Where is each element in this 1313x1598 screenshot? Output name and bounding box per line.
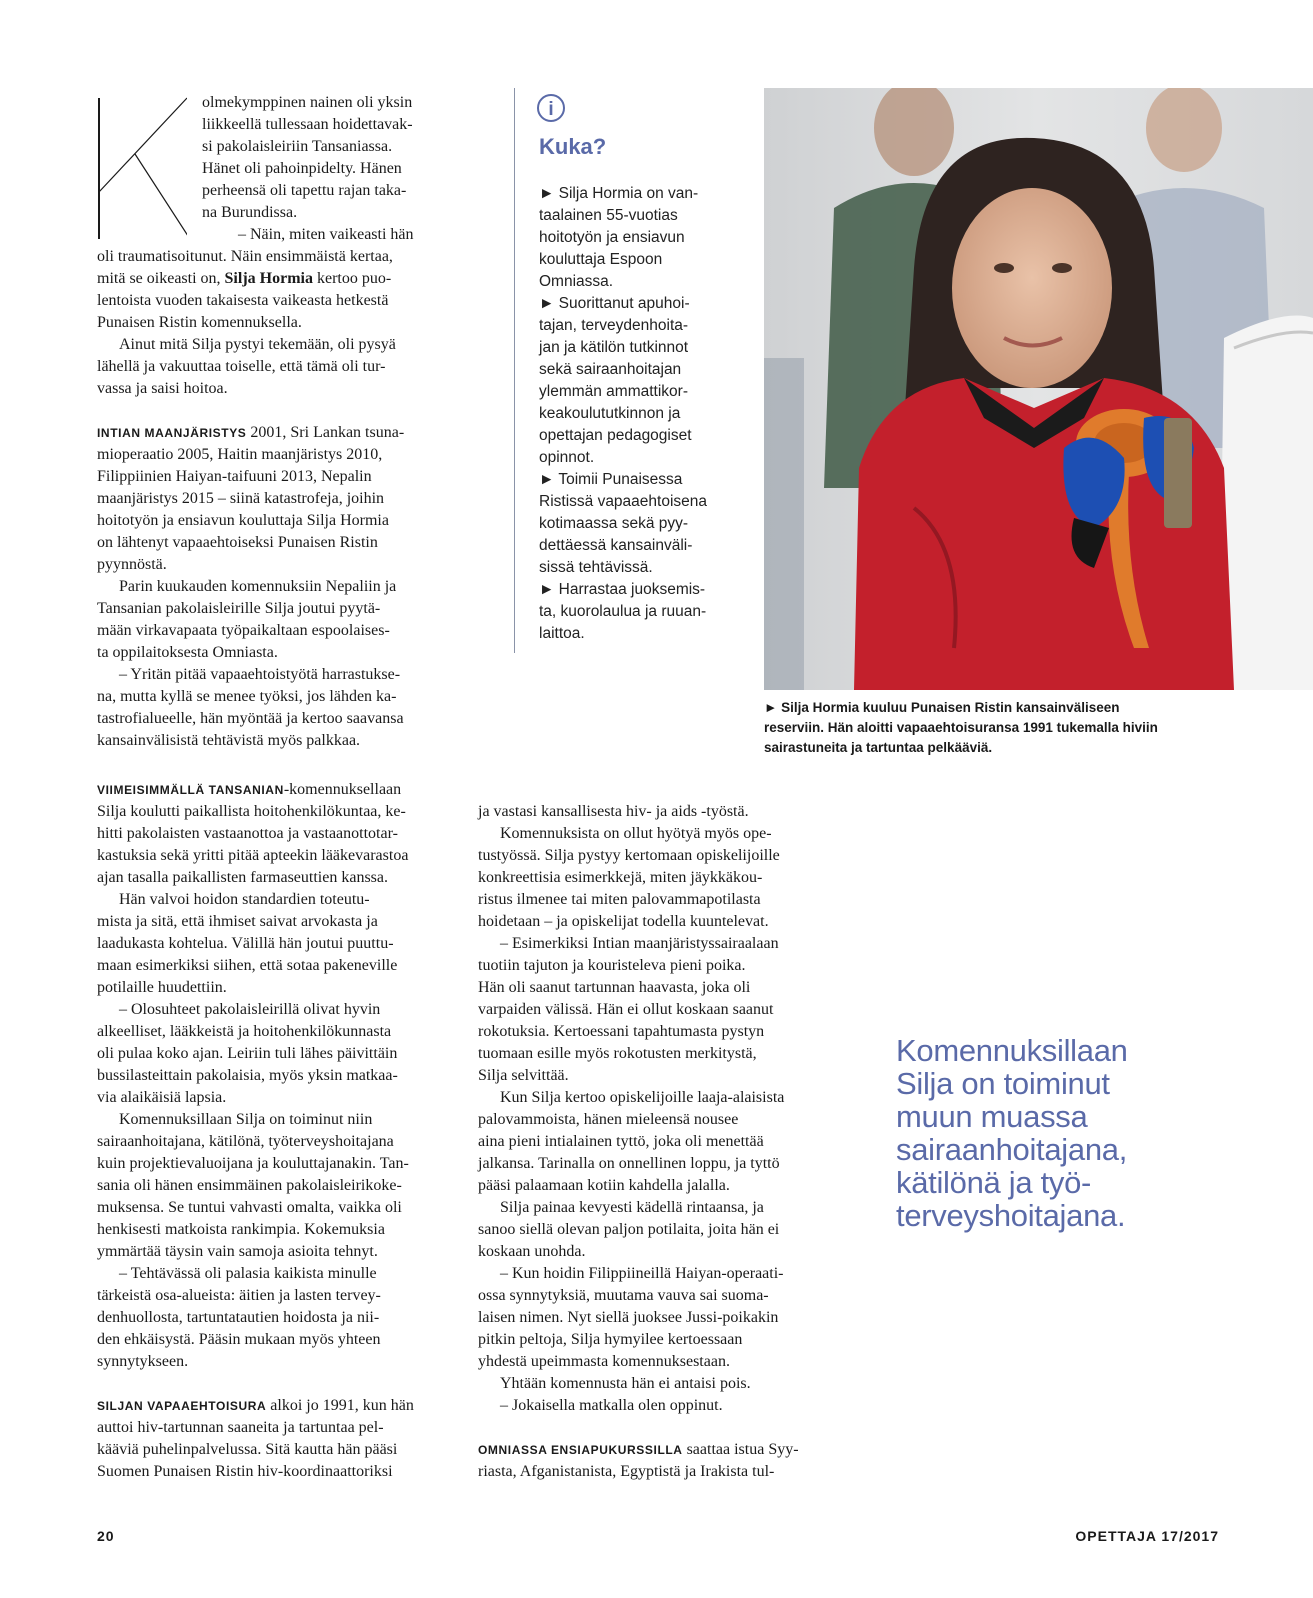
text-line: tärkeistä osa-alueista: äitien ja lasten tervey-	[97, 1287, 381, 1304]
text-line: ta oppilaitoksesta Omniasta.	[97, 644, 278, 661]
text-line: auttoi hiv-tartunnan saaneita ja tartuntaa pel-	[97, 1419, 384, 1436]
info-line: ► Toimii Punaisessa	[539, 471, 683, 488]
text-line: Yhtään komennusta hän ei antaisi pois.	[500, 1375, 751, 1392]
photo-caption	[764, 698, 1224, 758]
text-line: Silja painaa kevyesti kädellä rintaansa, ja	[500, 1199, 764, 1216]
info-line: hoitotyön ja ensiavun	[539, 229, 685, 246]
portrait-illustration	[764, 88, 1313, 690]
text-line: ossa synnytyksiä, muutama vauva sai suoma-	[478, 1287, 769, 1304]
text-line: SILJAN VAPAAEHTOISURA alkoi jo 1991, kun hän	[97, 1397, 414, 1414]
intro-line: liikkeellä tullessaan hoidettavak-	[202, 116, 413, 133]
text-line: – Olosuhteet pakolaisleirillä olivat hyvin	[119, 1001, 381, 1018]
text-line: Filippiinien Haiyan-taifuuni 2013, Nepalin	[97, 468, 372, 485]
info-line: Omniassa.	[539, 273, 614, 290]
info-line: opettajan pedagogiset	[539, 427, 692, 444]
info-line: ta, kuorolaulua ja ruuan-	[539, 603, 707, 620]
info-line: Ristissä vapaaehtoisena	[539, 493, 708, 510]
info-line: ► Silja Hormia on van-	[539, 185, 699, 202]
text-line: mioperaatio 2005, Haitin maanjäristys 2010,	[97, 446, 383, 463]
text-line: pääsi palaamaan kotiin kahdella jalalla.	[478, 1177, 730, 1194]
info-line: kouluttaja Espoon	[539, 251, 663, 268]
text-line: rokotuksia. Kertoessani tapahtumasta pystyn	[478, 1023, 765, 1040]
intro-block	[202, 92, 467, 246]
text-line: Parin kuukauden komennuksiin Nepaliin ja	[119, 578, 397, 595]
text-line: oli traumatisoitunut. Näin ensimmäistä kertaa,	[97, 248, 393, 265]
text-line: riasta, Afganistanista, Egyptistä ja Irakista tul-	[478, 1463, 775, 1480]
text-line: Punaisen Ristin komennuksella.	[97, 314, 302, 331]
info-line: jan ja kätilön tutkinnot	[539, 339, 689, 356]
text-line: palovammoista, hänen mieleensä nousee	[478, 1111, 739, 1128]
text-line: kuin projektievaluoijana ja kouluttajanakin. Tan-	[97, 1155, 409, 1172]
pull-quote-line: terveyshoitajana.	[896, 1198, 1126, 1233]
text-line: sairaanhoitajana, kätilönä, työterveyshoitajana	[97, 1133, 394, 1150]
text-line: bussilasteittain pakolaisia, myös yksin matkaa-	[97, 1067, 398, 1084]
info-line: kotimaassa sekä pyy-	[539, 515, 689, 532]
intro-line: si pakolaisleiriin Tansaniassa.	[202, 138, 393, 155]
text-line: mista ja sitä, että ihmiset saivat arvokasta ja	[97, 913, 378, 930]
text-line: henkisesti matkoista rankimpia. Kokemuksia	[97, 1221, 385, 1238]
info-box-text	[539, 183, 729, 645]
text-line: koskaan unohda.	[478, 1243, 586, 1260]
text-line: jalkansa. Tarinalla on onnellinen loppu, ja tyttö	[478, 1155, 780, 1172]
info-line: tajan, terveydenhoita-	[539, 317, 689, 334]
text-line: – Jokaisella matkalla olen oppinut.	[500, 1397, 723, 1414]
page-number: 20	[97, 1528, 115, 1544]
text-line: kansainvälisistä tehtävistä myös palkkaa.	[97, 732, 361, 749]
section-lead: OMNIASSA ENSIAPUKURSSILLA	[478, 1443, 683, 1457]
text-line: pyynnöstä.	[97, 556, 167, 573]
text-line: Komennuksista on ollut hyötyä myös ope-	[500, 825, 772, 842]
text-line: kääviä puhelinpalvelussa. Sitä kautta hän pääsi	[97, 1441, 398, 1458]
info-line: dettäessä kansainväli-	[539, 537, 693, 554]
text-line: Komennuksillaan Silja on toiminut niin	[119, 1111, 373, 1128]
person-name: Silja Hormia	[224, 270, 313, 287]
text-line: on lähtenyt vapaaehtoiseksi Punaisen Ristin	[97, 534, 378, 551]
text-line: Silja selvittää.	[478, 1067, 569, 1084]
column-1-lower	[97, 779, 477, 1483]
text-line: – Yritän pitää vapaaehtoistyötä harrastukse-	[119, 666, 401, 683]
text-line: potilaille huudettiin.	[97, 979, 227, 996]
text-line: oli pulaa koko ajan. Leiriin tuli lähes päivittäin	[97, 1045, 398, 1062]
text-line: sanoo siellä olevan paljon potilaita, joita hän ei	[478, 1221, 780, 1238]
column-1-upper	[97, 246, 477, 752]
text-line: Tansanian pakolaisleirille Silja joutui pyytä-	[97, 600, 381, 617]
text-line: tastrofialueelle, hän myöntää ja kertoo saavansa	[97, 710, 404, 727]
section-lead: SILJAN VAPAAEHTOISURA	[97, 1399, 267, 1413]
text-line: tustyössä. Silja pystyy kertomaan opiskelijoille	[478, 847, 780, 864]
text-line: tuotiin tajuton ja kouristeleva pieni poika.	[478, 957, 746, 974]
text-line: Suomen Punaisen Ristin hiv-koordinaattoriksi	[97, 1463, 393, 1480]
publication-name: OPETTAJA 17/2017	[1075, 1528, 1219, 1544]
info-line: opinnot.	[539, 449, 595, 466]
text-line: konkreettisia esimerkkejä, miten jäykkäkou-	[478, 869, 763, 886]
text-line: Hän oli saanut tartunnan haavasta, joka oli	[478, 979, 751, 996]
caption-line: reserviin. Hän aloitti vapaaehtoisuransa 1991 tukemalla hiviin	[764, 720, 1158, 735]
info-line: ylemmän ammattikor-	[539, 383, 688, 400]
text-line: hoitotyön ja ensiavun kouluttaja Silja Hormia	[97, 512, 389, 529]
intro-line: – Näin, miten vaikeasti hän	[238, 226, 414, 243]
text-line: – Tehtävässä oli palasia kaikista minulle	[119, 1265, 377, 1282]
info-icon: i	[537, 94, 565, 122]
info-line: sekä sairaanhoitajan	[539, 361, 682, 378]
info-line: laittoa.	[539, 625, 585, 642]
text-line: maanjäristys 2015 – siinä katastrofeja, joihin	[97, 490, 385, 507]
text-line: – Esimerkiksi Intian maanjäristyssairaalaan	[500, 935, 779, 952]
text-line: hoidetaan – ja opiskelijat todella kuuntelevat.	[478, 913, 769, 930]
text-line: synnytykseen.	[97, 1353, 189, 1370]
text-line: den ehkäisystä. Pääsin mukaan myös yhteen	[97, 1331, 381, 1348]
text-line: laisen nimen. Nyt siellä juoksee Jussi-poikakin	[478, 1309, 779, 1326]
text-line: lentoista vuoden takaisesta vaikeasta hetkestä	[97, 292, 389, 309]
pull-quote-line: sairaanhoitajana,	[896, 1132, 1128, 1167]
intro-line: na Burundissa.	[202, 204, 298, 221]
info-box-title: Kuka?	[539, 134, 607, 159]
section-lead: VIIMEISIMMÄLLÄ TANSANIAN	[97, 783, 284, 797]
text-line: INTIAN MAANJÄRISTYS 2001, Sri Lankan tsuna-	[97, 424, 405, 441]
pull-quote-line: Komennuksillaan	[896, 1033, 1128, 1068]
text-line: Kun Silja kertoo opiskelijoille laaja-alaisista	[500, 1089, 785, 1106]
text-line: Silja koulutti paikallista hoitohenkilökuntaa, ke-	[97, 803, 406, 820]
text-line: pitkin peltoja, Silja hymyilee kertoessaan	[478, 1331, 743, 1348]
info-line: sissä tehtävissä.	[539, 559, 653, 576]
text-line: hitti pakolaisten vastaanottoa ja vastaanottotar-	[97, 825, 398, 842]
info-line: ► Harrastaa juoksemis-	[539, 581, 706, 598]
info-line: ► Suorittanut apuhoi-	[539, 295, 690, 312]
text-line: mään virkavapaata työpaikaltaan espoolaises-	[97, 622, 390, 639]
text-line: Ainut mitä Silja pystyi tekemään, oli pysyä	[119, 336, 396, 353]
text-line: lähellä ja vakuuttaa toiselle, että tämä oli tur-	[97, 358, 386, 375]
text-line: mitä se oikeasti on, Silja Hormia kertoo puo-	[97, 270, 392, 287]
text-line: maan esimerkiksi siihen, että sotaa pakeneville	[97, 957, 398, 974]
text-line: alkeelliset, lääkkeistä ja hoitohenkilökunnasta	[97, 1023, 392, 1040]
text-line: denhuollosta, tartuntatautien hoidosta ja nii-	[97, 1309, 380, 1326]
text-line: laadukasta kohtelua. Välillä hän joutui puuttu-	[97, 935, 394, 952]
text-line: kastuksia sekä yritti pitää apteekin lääkevarastoa	[97, 847, 409, 864]
text-line: – Kun hoidin Filippiineillä Haiyan-operaati-	[500, 1265, 784, 1282]
text-line: sania oli hänen ensimmäinen pakolaisleirikoke-	[97, 1177, 402, 1194]
info-line: keakoulututkinnon ja	[539, 405, 681, 422]
portrait-photo	[764, 88, 1313, 690]
text-line: muksensa. Se tuntui vahvasti omalta, vaikka oli	[97, 1199, 402, 1216]
intro-line: Hänet oli pahoinpidelty. Hänen	[202, 160, 402, 177]
text-line: ristus ilmenee tai miten palovammapotilasta	[478, 891, 761, 908]
pull-quote	[896, 1034, 1196, 1232]
text-line: ymmärtää täysin vain samoja asioita tehnyt.	[97, 1243, 378, 1260]
text-line: ja vastasi kansallisesta hiv- ja aids -työstä.	[478, 803, 749, 820]
text-line: yhdestä upeimmasta komennuksestaan.	[478, 1353, 730, 1370]
info-line: taalainen 55-vuotias	[539, 207, 678, 224]
pull-quote-line: muun muassa	[896, 1099, 1088, 1134]
text-line: ajan tasalla paikallisten farmaseuttien kanssa.	[97, 869, 388, 886]
text-line: tuomaan esille myös rokotusten merkitystä,	[478, 1045, 757, 1062]
column-2-lower	[478, 801, 848, 1483]
pull-quote-line: kätilönä ja työ-	[896, 1165, 1092, 1200]
text-line: Hän valvoi hoidon standardien toteutu-	[119, 891, 370, 908]
intro-line: olmekymppinen nainen oli yksin	[202, 94, 413, 111]
caption-line: ► Silja Hormia kuuluu Punaisen Ristin kansainväliseen	[764, 700, 1120, 715]
text-line: VIIMEISIMMÄLLÄ TANSANIAN-komennuksellaan	[97, 781, 402, 798]
drop-cap-k	[97, 96, 187, 241]
text-line: varpaiden välissä. Hän ei ollut koskaan saanut	[478, 1001, 774, 1018]
text-line: aina pieni intialainen tyttö, joka oli menettää	[478, 1133, 764, 1150]
intro-line: perheensä oli tapettu rajan taka-	[202, 182, 407, 199]
text-line: vassa ja saisi hoitoa.	[97, 380, 228, 397]
section-lead: INTIAN MAANJÄRISTYS	[97, 426, 247, 440]
pull-quote-line: Silja on toiminut	[896, 1066, 1110, 1101]
text-line: via alaikäisiä lapsia.	[97, 1089, 227, 1106]
caption-line: sairastuneita ja tartuntaa pelkääviä.	[764, 740, 993, 755]
text-line: na, mutta kyllä se menee työksi, jos lähden ka-	[97, 688, 397, 705]
text-line: OMNIASSA ENSIAPUKURSSILLA saattaa istua Syy-	[478, 1441, 799, 1458]
